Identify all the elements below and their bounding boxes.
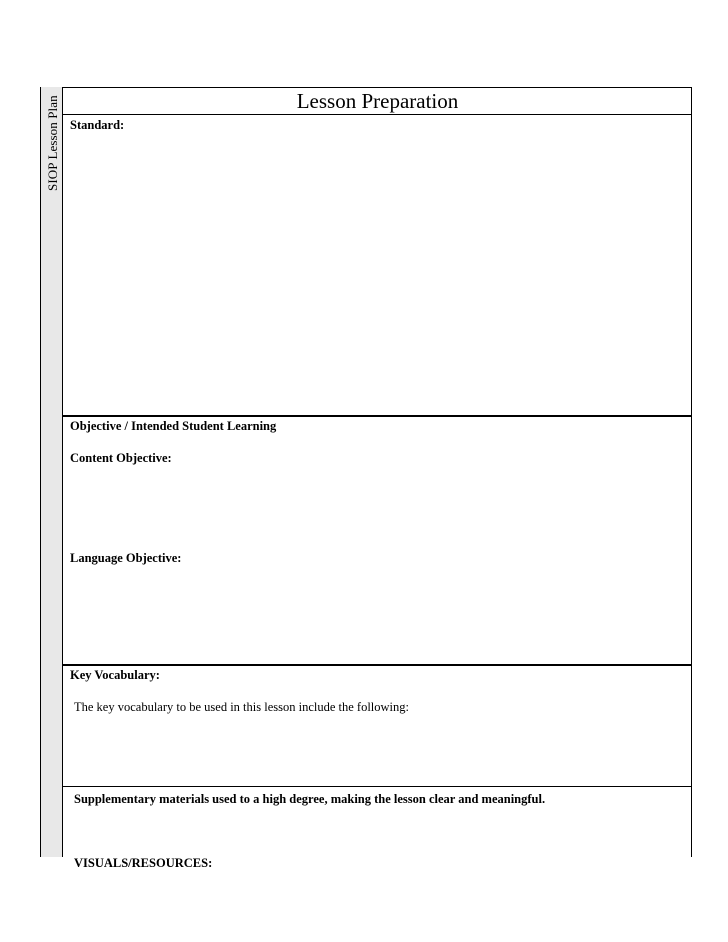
title-divider — [63, 114, 692, 115]
side-tab-label: SIOP Lesson Plan — [45, 95, 60, 191]
materials-label: Supplementary materials used to a high degree, making the lesson clear and meaningful. — [74, 792, 546, 806]
form-frame — [63, 87, 692, 857]
vocabulary-divider — [63, 786, 692, 787]
standard-label: Standard: — [70, 118, 125, 132]
standard-divider — [63, 415, 692, 417]
language-objective-label: Language Objective: — [70, 551, 182, 565]
side-tab — [40, 87, 63, 857]
vocabulary-intro: The key vocabulary to be used in this lesson include the following: — [74, 700, 409, 714]
visuals-resources-label: VISUALS/RESOURCES: — [74, 856, 213, 870]
page-title: Lesson Preparation — [296, 89, 459, 113]
objective-label: Objective / Intended Student Learning — [70, 419, 277, 433]
content-objective-label: Content Objective: — [70, 451, 172, 465]
vocabulary-label: Key Vocabulary: — [70, 668, 160, 682]
objective-divider — [63, 664, 692, 666]
